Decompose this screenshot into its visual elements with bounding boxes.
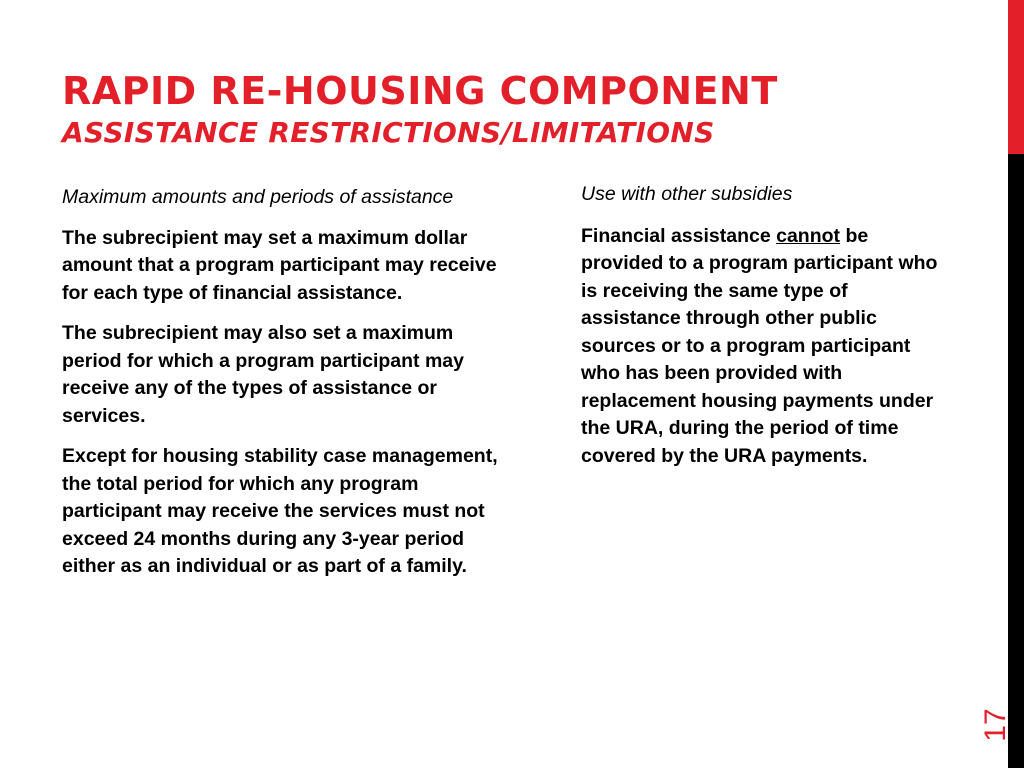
right-paragraph-end: be provided to a program participant who is receiving the same type of assistance through other public sources or to a program participant who has been provided with replacement housing payments under the URA, during the period of time covered by the URA payments. (581, 224, 938, 467)
left-paragraph-2: The subrecipient may also set a maximum period for which a program participant may receive any of the types of assistance or services. (62, 322, 464, 427)
left-column (62, 184, 502, 594)
slide-subtitle: ASSISTANCE RESTRICTIONS/LIMITATIONS (62, 116, 715, 149)
slide-title-block (62, 69, 962, 149)
right-paragraph-start: Financial assistance (581, 224, 777, 247)
slide-title: RAPID RE-HOUSING COMPONENT (62, 69, 778, 113)
left-paragraph-1: The subrecipient may set a maximum dollar amount that a program participant may receive for each type of financial assistance. (62, 226, 497, 304)
right-column (581, 181, 941, 483)
right-column-heading: Use with other subsidies (581, 183, 793, 205)
accent-bar-black (1008, 154, 1024, 768)
accent-bar-red (1008, 0, 1024, 154)
left-paragraph-3: Except for housing stability case management, the total period for which any program participant may receive the services must not exceed 24 months during any 3-year period either as an individual or as part of a family. (62, 445, 498, 577)
emphasis-cannot: cannot (776, 224, 841, 247)
left-column-heading: Maximum amounts and periods of assistance (62, 186, 454, 208)
page-number: 17 (979, 708, 1012, 742)
right-paragraph (581, 223, 941, 471)
